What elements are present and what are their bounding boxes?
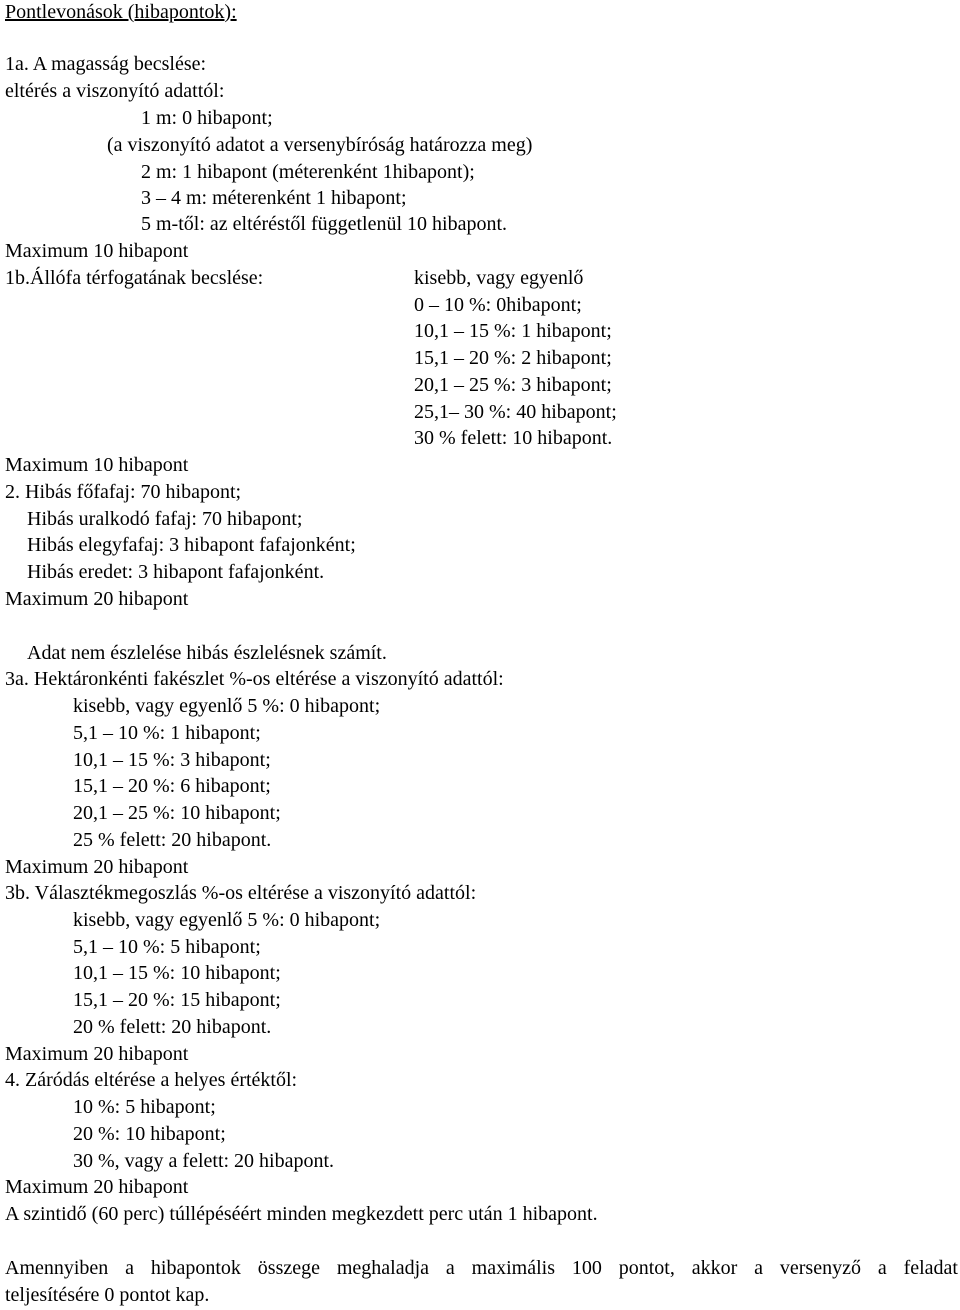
section-1a-item: 1 m: 0 hibapont; [141,107,273,129]
section-3b-item: 15,1 – 20 %: 15 hibapont; [73,989,281,1011]
note: Adat nem észlelése hibás észlelésnek számít. [27,642,387,664]
section-1b-item: 0 – 10 %: 0hibapont; [414,294,582,316]
section-1b-item: 10,1 – 15 %: 1 hibapont; [414,320,612,342]
time-limit-rule: A szintidő (60 perc) túllépéséért minden megkezdett perc után 1 hibapont. [5,1203,598,1225]
final-rule-line-1: Amennyiben a hibapontok összege meghaladja a maximális 100 pontot, akkor a versenyző a feladat [5,1257,958,1279]
section-3a-item: 10,1 – 15 %: 3 hibapont; [73,749,271,771]
section-4-item: 20 %: 10 hibapont; [73,1123,226,1145]
section-3a-item: 5,1 – 10 %: 1 hibapont; [73,722,261,744]
section-1a-item: (a viszonyító adatot a versenybíróság határozza meg) [107,134,533,156]
section-3b-heading: 3b. Választékmegoszlás %-os eltérése a viszonyító adattól: [5,882,477,904]
section-1b-item: 25,1– 30 %: 40 hibapont; [414,401,617,423]
section-1a-intro: eltérés a viszonyító adattól: [5,80,225,102]
section-3a-item: 25 % felett: 20 hibapont. [73,829,272,851]
section-1b-item: 15,1 – 20 %: 2 hibapont; [414,347,612,369]
section-3a-heading: 3a. Hektáronkénti fakészlet %-os eltérése a viszonyító adattól: [5,668,504,690]
section-1a-heading: 1a. A magasság becslése: [5,53,207,75]
document-title: Pontlevonások (hibapontok): [5,1,237,23]
section-3b-item: 20 % felett: 20 hibapont. [73,1016,272,1038]
section-1b-item: 30 % felett: 10 hibapont. [414,427,613,449]
section-3b-item: kisebb, vagy egyenlő 5 %: 0 hibapont; [73,909,381,931]
section-3b-item: 10,1 – 15 %: 10 hibapont; [73,962,281,984]
section-2-heading: 2. Hibás főfafaj: 70 hibapont; [5,481,242,503]
section-1b-heading: 1b.Állófa térfogatának becslése: [5,267,264,289]
section-2-item: Hibás eredet: 3 hibapont fafajonként. [27,561,325,583]
section-1a-max: Maximum 10 hibapont [5,240,189,262]
section-4-heading: 4. Záródás eltérése a helyes értéktől: [5,1069,298,1091]
section-3a-max: Maximum 20 hibapont [5,856,189,878]
section-1b-max: Maximum 10 hibapont [5,454,189,476]
section-1a-item: 5 m-től: az eltéréstől függetlenül 10 hibapont. [141,213,508,235]
section-4-item: 30 %, vagy a felett: 20 hibapont. [73,1150,335,1172]
section-1a-item: 3 – 4 m: méterenként 1 hibapont; [141,187,407,209]
section-3a-item: kisebb, vagy egyenlő 5 %: 0 hibapont; [73,695,381,717]
section-3b-item: 5,1 – 10 %: 5 hibapont; [73,936,261,958]
section-3b-max: Maximum 20 hibapont [5,1043,189,1065]
section-1b-item: 20,1 – 25 %: 3 hibapont; [414,374,612,396]
final-rule-line-2: teljesítésére 0 pontot kap. [5,1284,210,1306]
section-3a-item: 20,1 – 25 %: 10 hibapont; [73,802,281,824]
section-1b-item: kisebb, vagy egyenlő [414,267,584,289]
section-4-item: 10 %: 5 hibapont; [73,1096,216,1118]
section-4-max: Maximum 20 hibapont [5,1176,189,1198]
section-1a-item: 2 m: 1 hibapont (méterenként 1hibapont); [141,161,475,183]
section-3a-item: 15,1 – 20 %: 6 hibapont; [73,775,271,797]
section-2-item: Hibás elegyfafaj: 3 hibapont fafajonként; [27,534,356,556]
section-2-item: Hibás uralkodó fafaj: 70 hibapont; [27,508,303,530]
section-2-max: Maximum 20 hibapont [5,588,189,610]
